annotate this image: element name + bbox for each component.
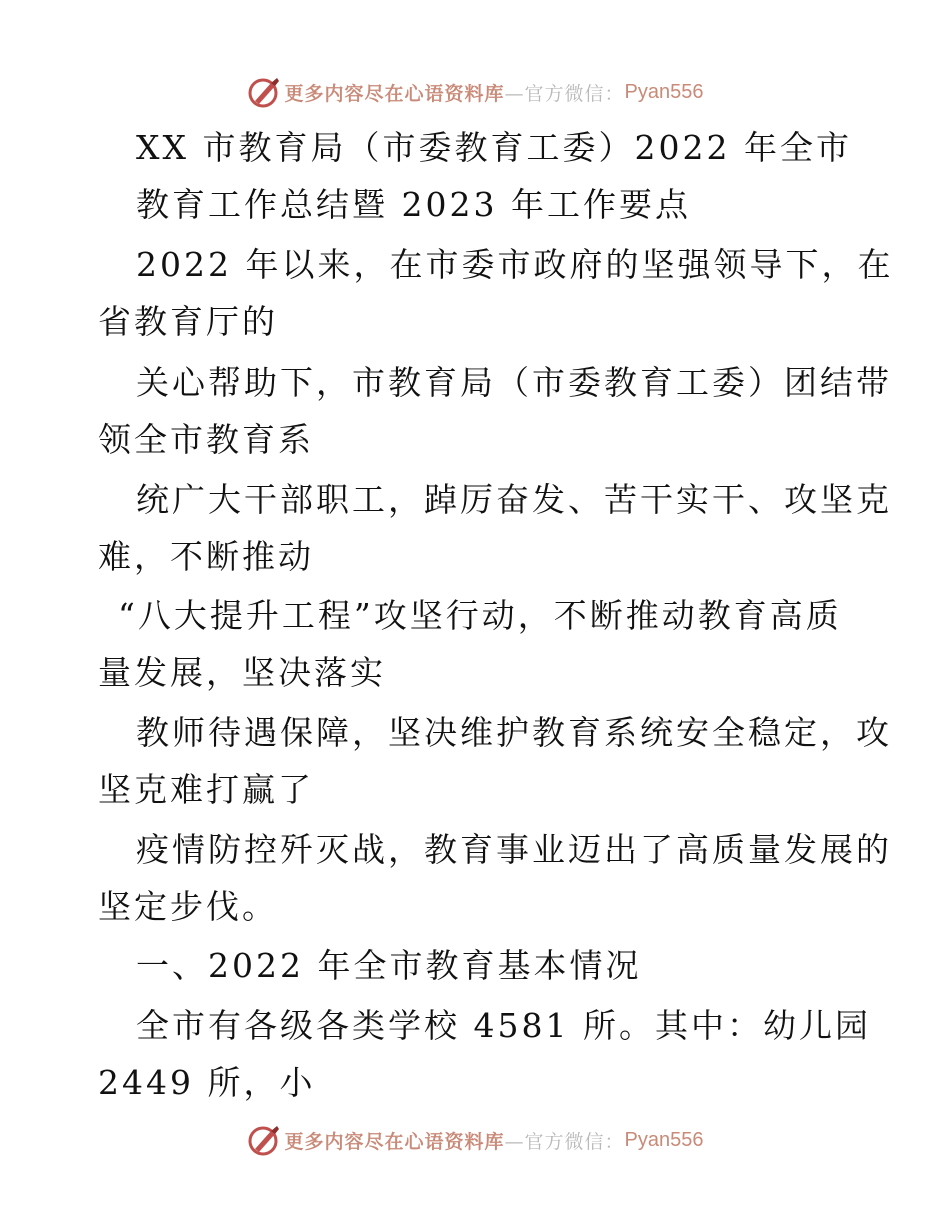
header-watermark xyxy=(0,72,950,112)
doc-paragraph-line: 关心帮助下，市教育局（市委教育工委）团结带 xyxy=(136,363,892,402)
doc-paragraph-line: 难，不断推动 xyxy=(98,537,314,576)
footer-watermark xyxy=(0,1120,950,1160)
doc-paragraph-line: 领全市教育系 xyxy=(98,420,314,459)
watermark-id-text: Pyan556 xyxy=(624,1128,704,1151)
doc-paragraph-line: “八大提升工程”攻坚行动，不断推动教育高质 xyxy=(118,596,842,635)
doc-paragraph-line: 教师待遇保障，坚决维护教育系统安全稳定，攻 xyxy=(136,713,892,752)
doc-paragraph-line: 2449 所，小 xyxy=(98,1063,316,1102)
watermark-main-text: 更多内容尽在心语资料库 xyxy=(284,1130,505,1153)
doc-paragraph-line: 全市有各级各类学校 4581 所。其中：幼儿园 xyxy=(136,1006,871,1045)
watermark-sub-text: —官方微信： xyxy=(504,1130,625,1153)
watermark-main-text: 更多内容尽在心语资料库 xyxy=(284,82,505,105)
doc-paragraph-line: 省教育厅的 xyxy=(98,302,278,341)
pen-logo-icon xyxy=(247,1123,281,1157)
doc-paragraph-line: 统广大干部职工，踔厉奋发、苦干实干、攻坚克 xyxy=(136,480,892,519)
doc-paragraph-line: 坚克难打赢了 xyxy=(98,770,314,809)
doc-paragraph-line: 坚定步伐。 xyxy=(98,887,278,926)
doc-section-heading: 一、2022 年全市教育基本情况 xyxy=(136,946,642,985)
watermark-sub-text: —官方微信： xyxy=(504,82,625,105)
doc-paragraph-line: 疫情防控歼灭战，教育事业迈出了高质量发展的 xyxy=(136,830,892,869)
pen-logo-icon xyxy=(247,75,281,109)
doc-paragraph-line: 2022 年以来，在市委市政府的坚强领导下，在 xyxy=(136,245,894,284)
doc-title-line-2: 教育工作总结暨 2023 年工作要点 xyxy=(136,185,691,224)
doc-title-line-1: XX 市教育局（市委教育工委）2022 年全市 xyxy=(136,128,852,167)
doc-paragraph-line: 量发展，坚决落实 xyxy=(98,653,386,692)
watermark-id-text: Pyan556 xyxy=(624,80,704,103)
